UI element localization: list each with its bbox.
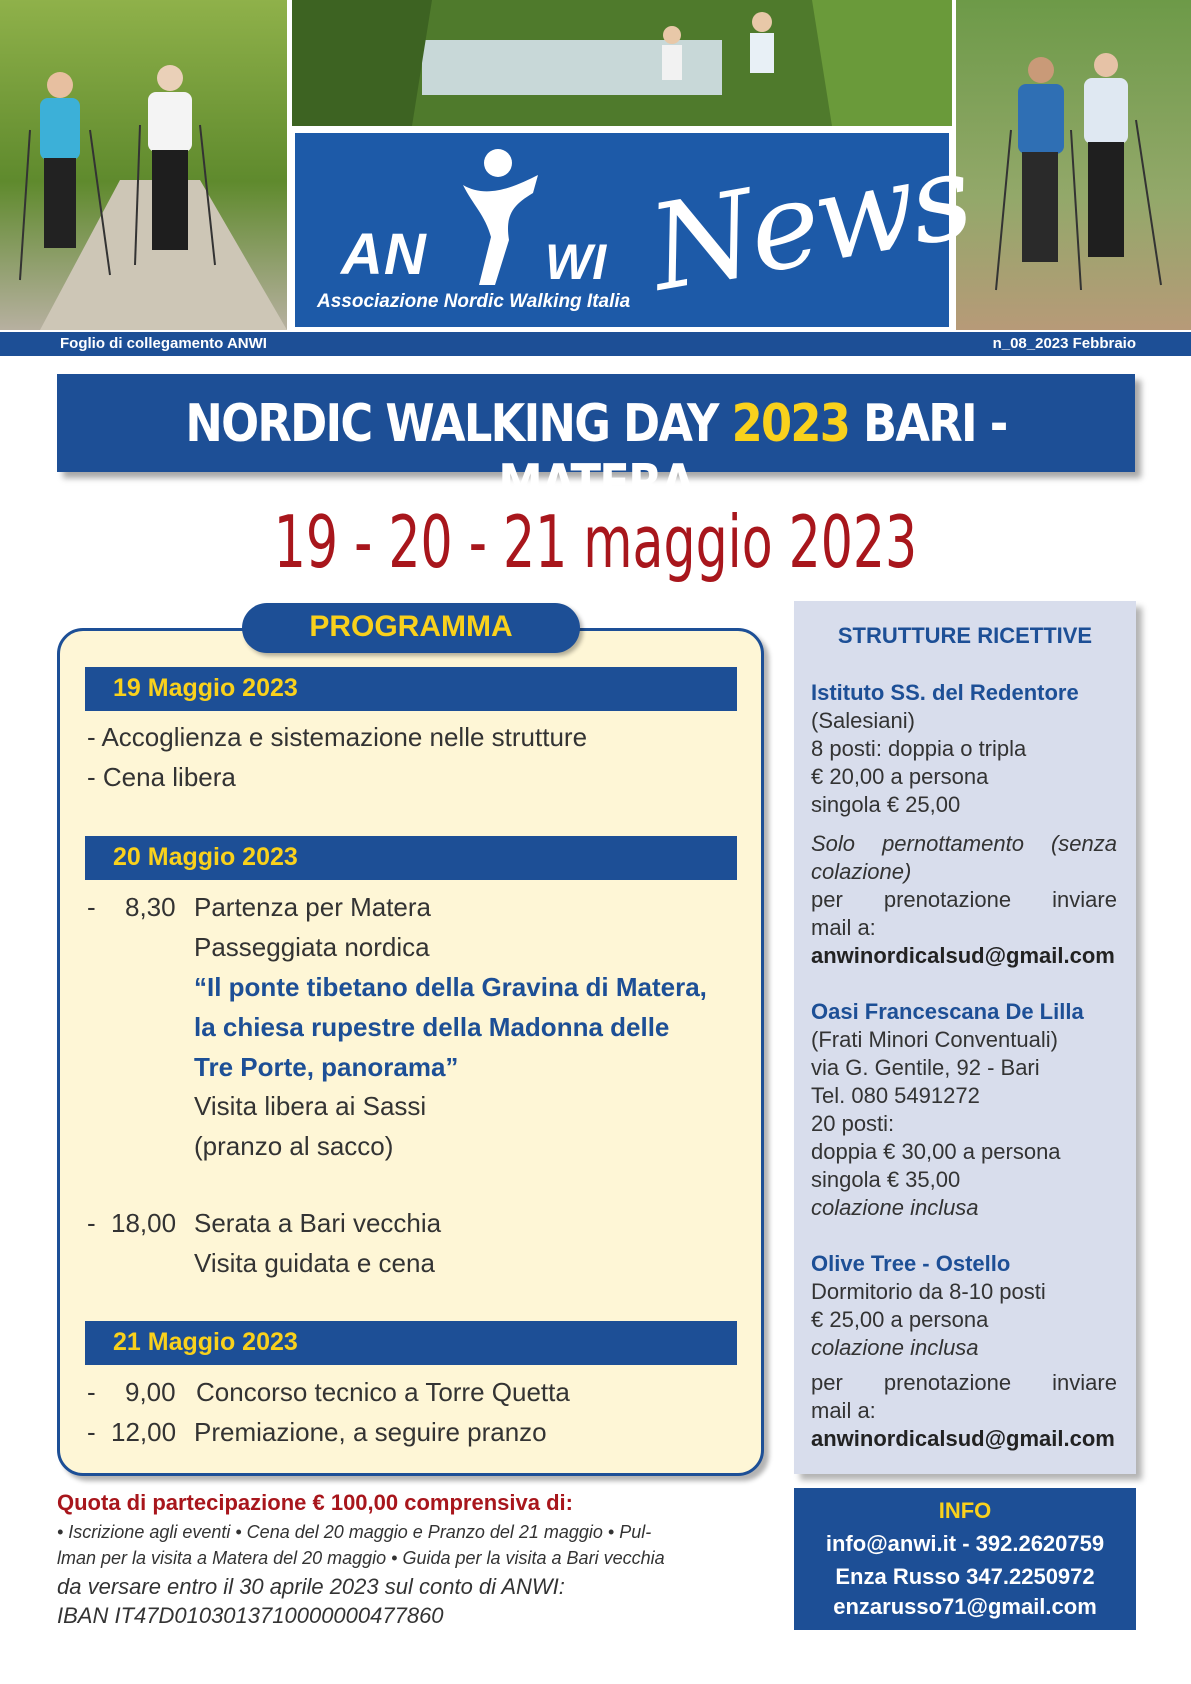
- quota-item: • Iscrizione agli eventi • Cena del 20 maggio e Pranzo del 21 maggio • Pul-: [57, 1522, 652, 1542]
- struttura-name: Oasi Francescana De Lilla: [811, 999, 1084, 1024]
- program-time: 9,00: [125, 1377, 176, 1407]
- program-line: - Cena libera: [87, 762, 236, 792]
- struttura-line: doppia € 30,00 a persona: [811, 1139, 1061, 1164]
- program-highlight: Tre Porte, panorama”: [194, 1052, 459, 1082]
- anwi-news-logo: [292, 126, 979, 330]
- struttura-line: Dormitorio da 8-10 posti: [811, 1279, 1046, 1304]
- program-dash: -: [87, 1417, 96, 1447]
- issue-number: n_08_2023 Febbraio: [992, 335, 1136, 352]
- struttura-prenotazione: per prenotazione inviare: [811, 1370, 1117, 1395]
- logo-an-text: AN: [341, 222, 427, 287]
- program-dash: -: [87, 892, 96, 922]
- info-email[interactable]: enzarusso71@gmail.com: [833, 1594, 1097, 1619]
- logo-news-text: News: [640, 126, 979, 318]
- program-time: 8,30: [125, 892, 176, 922]
- quota-line: da versare entro il 30 aprile 2023 sul conto di ANWI:: [57, 1574, 565, 1599]
- programma-tab: PROGRAMMA: [242, 603, 580, 653]
- program-line: Partenza per Matera: [194, 892, 432, 922]
- program-highlight: “Il ponte tibetano della Gravina di Matera,: [194, 972, 707, 1002]
- struttura-line: mail a:: [811, 1398, 876, 1423]
- program-line: Concorso tecnico a Torre Quetta: [196, 1377, 570, 1407]
- logo-subtitle: Associazione Nordic Walking Italia: [317, 291, 631, 312]
- struttura-line: (Frati Minori Conventuali): [811, 1027, 1058, 1052]
- struttura-line: singola € 25,00: [811, 792, 961, 817]
- email-link[interactable]: anwinordicalsud@gmail.com: [811, 1426, 1115, 1451]
- banner-year: 2023: [731, 394, 850, 454]
- program-dash: -: [87, 1208, 96, 1238]
- program-highlight: la chiesa rupestre della Madonna delle: [194, 1012, 670, 1042]
- struttura-line: singola € 35,00: [811, 1167, 961, 1192]
- day-bar-21: 21 Maggio 2023: [85, 1321, 737, 1365]
- program-line: Passeggiata nordica: [194, 932, 430, 962]
- program-line: Visita libera ai Sassi: [194, 1091, 427, 1121]
- struttura-line: € 20,00 a persona: [811, 764, 989, 789]
- program-line: Premiazione, a seguire pranzo: [194, 1417, 547, 1447]
- struttura-line: 8 posti: doppia o tripla: [811, 736, 1027, 761]
- header-strip: [0, 332, 1191, 356]
- strip-left: Foglio di collegamento ANWI: [60, 335, 267, 352]
- quota-title: Quota di partecipazione € 100,00 comprensiva di:: [57, 1490, 573, 1515]
- struttura-line: (Salesiani): [811, 708, 915, 733]
- logo-wi-text: WI: [545, 234, 607, 290]
- struttura-name: Olive Tree - Ostello: [811, 1251, 1011, 1276]
- quota-item: lman per la visita a Matera del 20 maggio • Guida per la visita a Bari vecchia: [57, 1548, 665, 1568]
- info-title: INFO: [938, 1498, 992, 1523]
- photo-left-walkers: [0, 0, 287, 330]
- walker-figure-icon: [443, 145, 553, 295]
- struttura-line: Tel. 080 5491272: [811, 1083, 980, 1108]
- day-bar-20: 20 Maggio 2023: [85, 836, 737, 880]
- struttura-line: mail a:: [811, 915, 876, 940]
- info-contact[interactable]: info@anwi.it - 392.2620759: [825, 1531, 1105, 1556]
- struttura-note: colazione): [811, 859, 912, 884]
- program-line: (pranzo al sacco): [194, 1131, 394, 1161]
- iban: IBAN IT47D0103013710000000477860: [57, 1603, 444, 1628]
- email-link[interactable]: anwinordicalsud@gmail.com: [811, 943, 1115, 968]
- info-contact: Enza Russo 347.2250972: [835, 1564, 1095, 1589]
- photo-top-lake: [292, 0, 952, 126]
- program-dash: -: [87, 1377, 96, 1407]
- day-bar-19: 19 Maggio 2023: [85, 667, 737, 711]
- program-line: Serata a Bari vecchia: [194, 1208, 442, 1238]
- program-line: Visita guidata e cena: [194, 1248, 435, 1278]
- program-time: 18,00: [111, 1208, 177, 1238]
- struttura-line: € 25,00 a persona: [811, 1307, 989, 1332]
- program-time: 12,00: [111, 1417, 177, 1447]
- struttura-name: Istituto SS. del Redentore: [811, 680, 1079, 705]
- struttura-line: 20 posti:: [811, 1111, 895, 1136]
- struttura-note: Solo pernottamento (senza: [811, 831, 1117, 856]
- photo-right-walkers: [956, 0, 1191, 330]
- struttura-line: via G. Gentile, 92 - Bari: [811, 1055, 1040, 1080]
- event-dates: 19 - 20 - 21 maggio 2023: [273, 500, 918, 584]
- strutture-title: STRUTTURE RICETTIVE: [837, 623, 1093, 648]
- banner-title: NORDIC WALKING DAY 2023 BARI - MATERA: [185, 394, 1007, 514]
- struttura-note: colazione inclusa: [811, 1335, 979, 1360]
- program-line: - Accoglienza e sistemazione nelle strutture: [87, 722, 588, 752]
- struttura-note: colazione inclusa: [811, 1195, 979, 1220]
- struttura-prenotazione: per prenotazione inviare: [811, 887, 1117, 912]
- event-banner: [57, 374, 1135, 514]
